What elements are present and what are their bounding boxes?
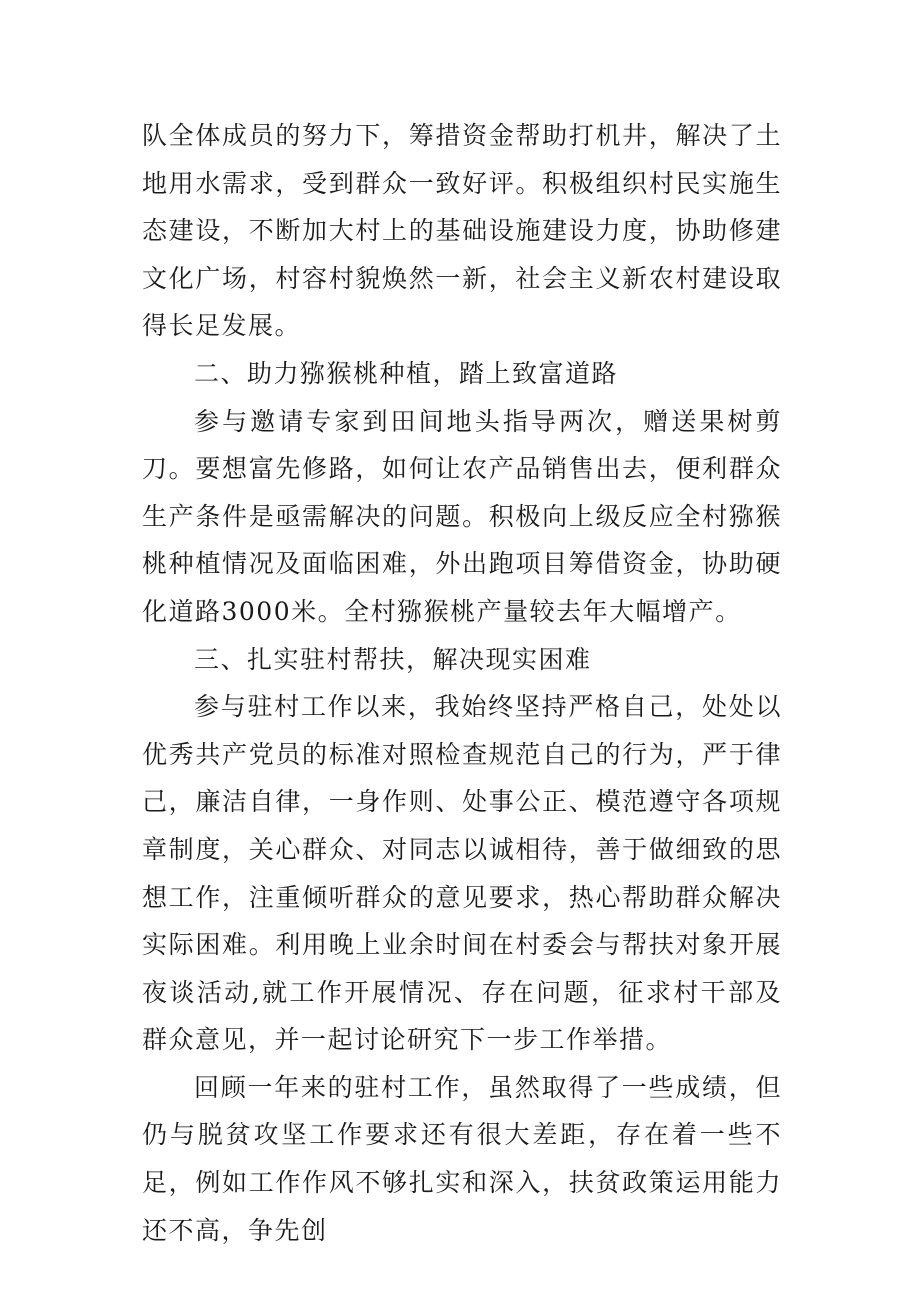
section-heading-3: 三、扎实驻村帮扶，解决现实困难 [194, 644, 592, 674]
paragraph-village-work: 参与驻村工作以来，我始终坚持严格自己，处处以优秀共产党员的标准对照检查规范自己的行为，严于律己，廉洁自律，一身作则、处事公正、模范遵守各项规章制度，关心群众、对同志以诚相待，善于做细致的思想工作，注重倾听群众的意见要求，热心帮助群众解决实际困难。利用晚上业余时间在村委会与帮扶对象开展夜谈活动,就工作开展情况、存在问题，征求村干部及群众意见，并一起讨论研究下一步工作举措。 [142, 692, 782, 1055]
document-body [142, 112, 782, 1254]
paragraph-continuation: 队全体成员的努力下，筹措资金帮助打机井，解决了土地用水需求，受到群众一致好评。积极组织村民实施生态建设，不断加大村上的基础设施建设力度，协助修建文化广场，村容村貌焕然一新，社会主义新农村建设取得长足发展。 [142, 121, 782, 341]
paragraph-review: 回顾一年来的驻村工作，虽然取得了一些成绩，但仍与脱贫攻坚工作要求还有很大差距，存在着一些不足，例如工作作风不够扎实和深入，扶贫政策运用能力还不高，争先创 [142, 1072, 782, 1245]
section-heading-2: 二、助力猕猴桃种植，踏上致富道路 [194, 358, 619, 388]
paragraph-kiwi-planting: 参与邀请专家到田间地头指导两次，赠送果树剪刀。要想富先修路，如何让农产品销售出去，便利群众生产条件是亟需解决的问题。积极向上级反应全村猕猴桃种植情况及面临困难，外出跑项目筹借资金，协助硬化道路3000米。全村猕猴桃产量较去年大幅增产。 [142, 406, 782, 626]
